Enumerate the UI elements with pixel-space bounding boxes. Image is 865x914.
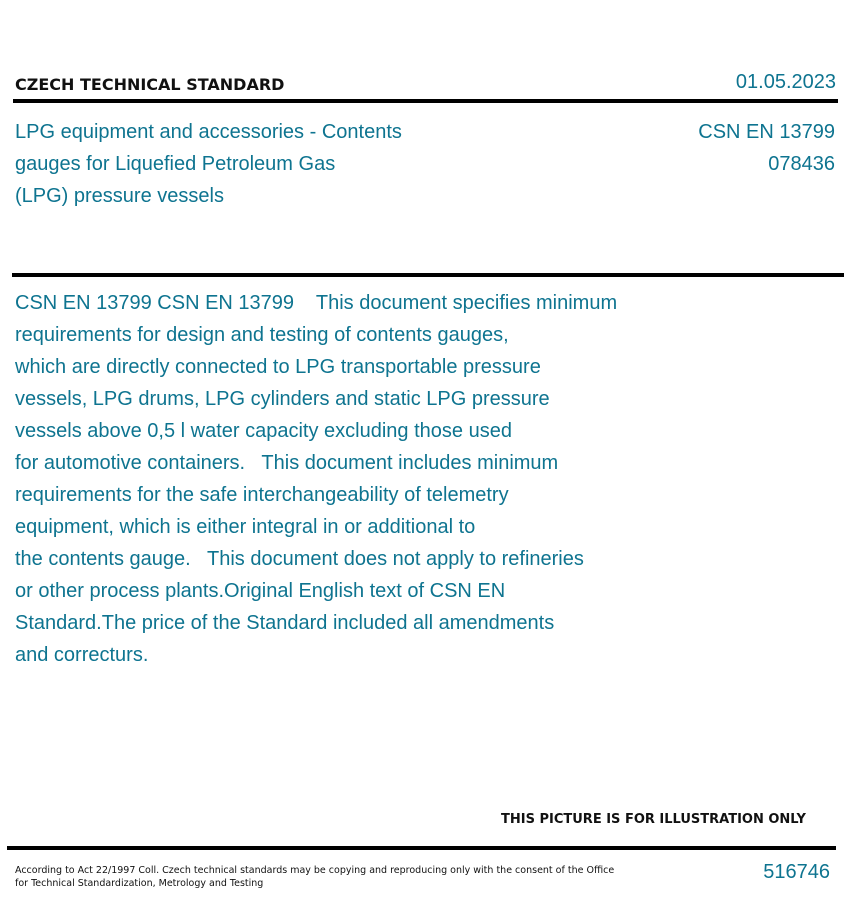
description-line: requirements for design and testing of contents gauges, (15, 324, 509, 346)
illustration-disclaimer: THIS PICTURE IS FOR ILLUSTRATION ONLY (501, 812, 806, 827)
standard-code: CSN EN 13799 (698, 121, 835, 143)
header-divider (13, 99, 838, 103)
title-divider (12, 273, 844, 277)
document-number: 516746 (763, 861, 830, 883)
description-line: which are directly connected to LPG transportable pressure (15, 356, 541, 378)
description-line: CSN EN 13799 CSN EN 13799 This document specifies minimum (15, 292, 618, 314)
issue-date: 01.05.2023 (735, 71, 836, 93)
description-line: and correcturs. (15, 644, 149, 666)
standard-description (15, 287, 617, 671)
legal-notice (15, 864, 615, 890)
standard-title-line: gauges for Liquefied Petroleum Gas (15, 153, 336, 175)
description-line: or other process plants.Original English text of CSN EN (15, 580, 506, 602)
description-line: Standard.The price of the Standard included all amendments (15, 612, 555, 634)
standard-title-line: LPG equipment and accessories - Contents (15, 121, 402, 143)
description-line: vessels above 0,5 l water capacity excluding those used (15, 420, 512, 442)
description-line: vessels, LPG drums, LPG cylinders and static LPG pressure (15, 388, 550, 410)
legal-notice-line: for Technical Standardization, Metrology and Testing (15, 878, 264, 889)
standard-title (15, 116, 455, 212)
standard-title-line: (LPG) pressure vessels (15, 185, 224, 207)
description-line: the contents gauge. This document does not apply to refineries (15, 548, 584, 570)
description-line: equipment, which is either integral in or additional to (15, 516, 476, 538)
footer-divider (7, 846, 836, 850)
document-type-heading: CZECH TECHNICAL STANDARD (15, 75, 285, 94)
legal-notice-line: According to Act 22/1997 Coll. Czech technical standards may be copying and reproducing only with the consent of the Office (15, 865, 615, 876)
description-line: for automotive containers. This document includes minimum (15, 452, 559, 474)
catalog-number: 078436 (768, 153, 835, 175)
standard-identifiers (698, 116, 835, 180)
description-line: requirements for the safe interchangeability of telemetry (15, 484, 509, 506)
